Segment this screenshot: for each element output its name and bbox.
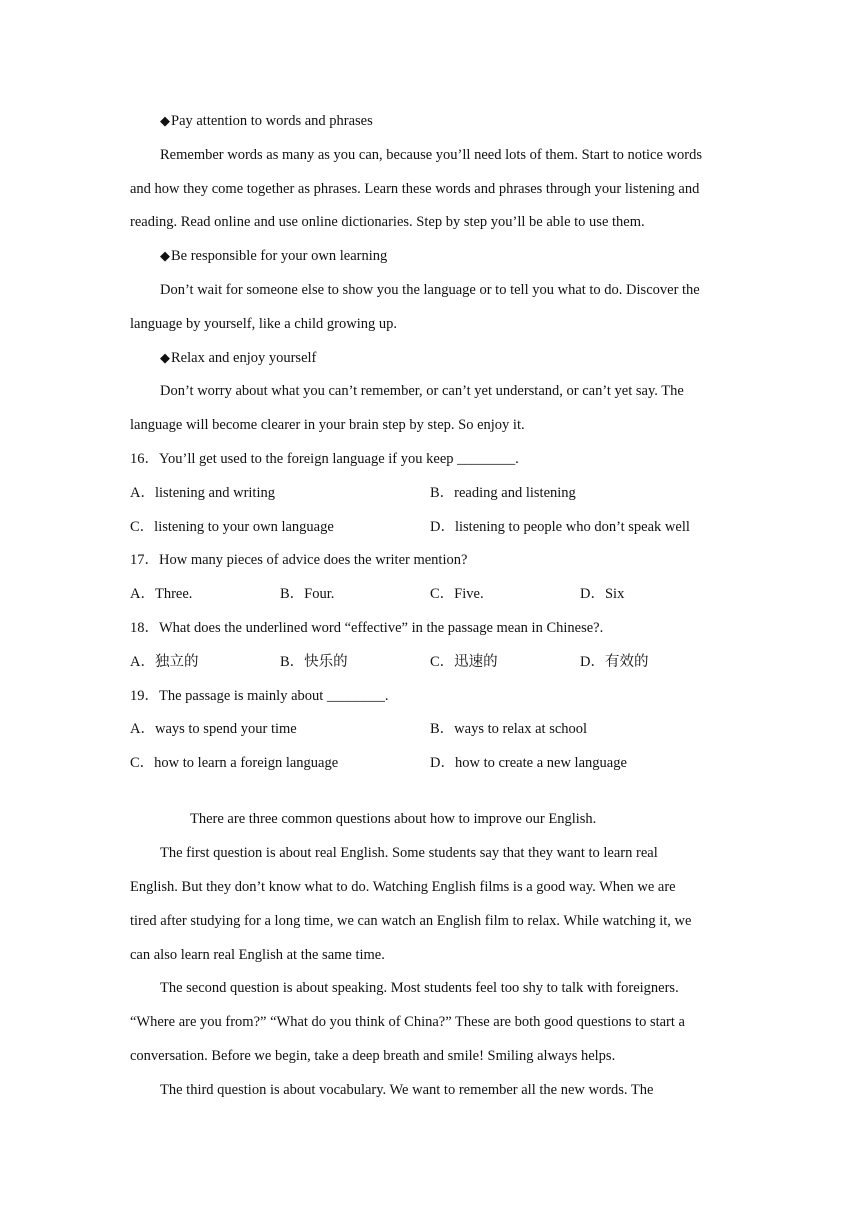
option-c: C．listening to your own language [130, 518, 334, 535]
paragraph-line: The third question is about vocabulary. We want to remember all the new words. The [160, 1081, 654, 1098]
section-gap [130, 781, 740, 804]
paragraph-line: Don’t worry about what you can’t remember, or can’t yet understand, or can’t yet say. The [160, 383, 684, 400]
option-d: D．how to create a new language [430, 755, 627, 772]
options-row [130, 578, 740, 612]
option-c: C．how to learn a foreign language [130, 755, 339, 772]
options-row [130, 646, 740, 680]
paragraph-line: conversation. Before we begin, take a deep breath and smile! Smiling always helps. [130, 1048, 616, 1065]
option-d: D．Six [580, 586, 625, 603]
section-heading [130, 342, 740, 376]
paragraph-line: “Where are you from?” “What do you think of China?” These are both good questions to start a [130, 1014, 685, 1031]
question-stem: 16．You’ll get used to the foreign language if you keep ________. [130, 450, 519, 467]
paragraph-line: Don’t wait for someone else to show you the language or to tell you what to do. Discover the [160, 281, 700, 298]
option-d: D．listening to people who don’t speak well [430, 518, 690, 535]
paragraph-line: The first question is about real English. Some students say that they want to learn real [160, 845, 658, 862]
paragraph-line: can also learn real English at the same time. [130, 946, 385, 963]
paragraph-line: The second question is about speaking. Most students feel too shy to talk with foreigners. [160, 980, 679, 997]
heading-text: Pay attention to words and phrases [171, 113, 373, 129]
options-row [130, 713, 740, 747]
paragraph-line: reading. Read online and use online dictionaries. Step by step you’ll be able to use them. [130, 214, 645, 231]
section-heading [130, 240, 740, 274]
option-b: B．Four. [280, 586, 335, 603]
option-b: B．reading and listening [430, 484, 576, 501]
option-c: C．迅速的 [430, 653, 498, 670]
option-b: B．ways to relax at school [430, 721, 588, 738]
section-heading [130, 105, 740, 139]
diamond-bullet-icon: ◆ [160, 350, 170, 366]
document-page [130, 105, 740, 1108]
option-b: B．快乐的 [280, 653, 348, 670]
option-a: A．Three. [130, 586, 193, 603]
option-c: C．Five. [430, 586, 484, 603]
passage-intro: There are three common questions about how to improve our English. [190, 811, 597, 828]
options-row [130, 511, 740, 545]
paragraph-line: and how they come together as phrases. Learn these words and phrases through your listening and [130, 180, 700, 197]
paragraph-line: English. But they don’t know what to do. Watching English films is a good way. When we are [130, 879, 676, 896]
question-stem: 19．The passage is mainly about ________. [130, 687, 389, 704]
heading-text: Be responsible for your own learning [171, 248, 388, 265]
option-d: D．有效的 [580, 653, 649, 670]
diamond-bullet-icon: ◆ [160, 249, 170, 265]
options-row [130, 747, 740, 781]
heading-text: Relax and enjoy yourself [171, 349, 317, 366]
options-row [130, 477, 740, 511]
paragraph-line: Remember words as many as you can, because you’ll need lots of them. Start to notice words [160, 146, 703, 163]
paragraph-line: language by yourself, like a child growing up. [130, 315, 397, 332]
question-stem: 17．How many pieces of advice does the writer mention? [130, 552, 468, 569]
option-a: A．独立的 [130, 653, 199, 670]
option-a: A．ways to spend your time [130, 721, 297, 738]
paragraph-line: language will become clearer in your brain step by step. So enjoy it. [130, 417, 525, 434]
question-stem: 18．What does the underlined word “effective” in the passage mean in Chinese?. [130, 619, 604, 636]
diamond-bullet-icon: ◆ [160, 114, 170, 129]
option-a: A．listening and writing [130, 484, 275, 501]
paragraph-line: tired after studying for a long time, we can watch an English film to relax. While watching it, we [130, 912, 692, 929]
